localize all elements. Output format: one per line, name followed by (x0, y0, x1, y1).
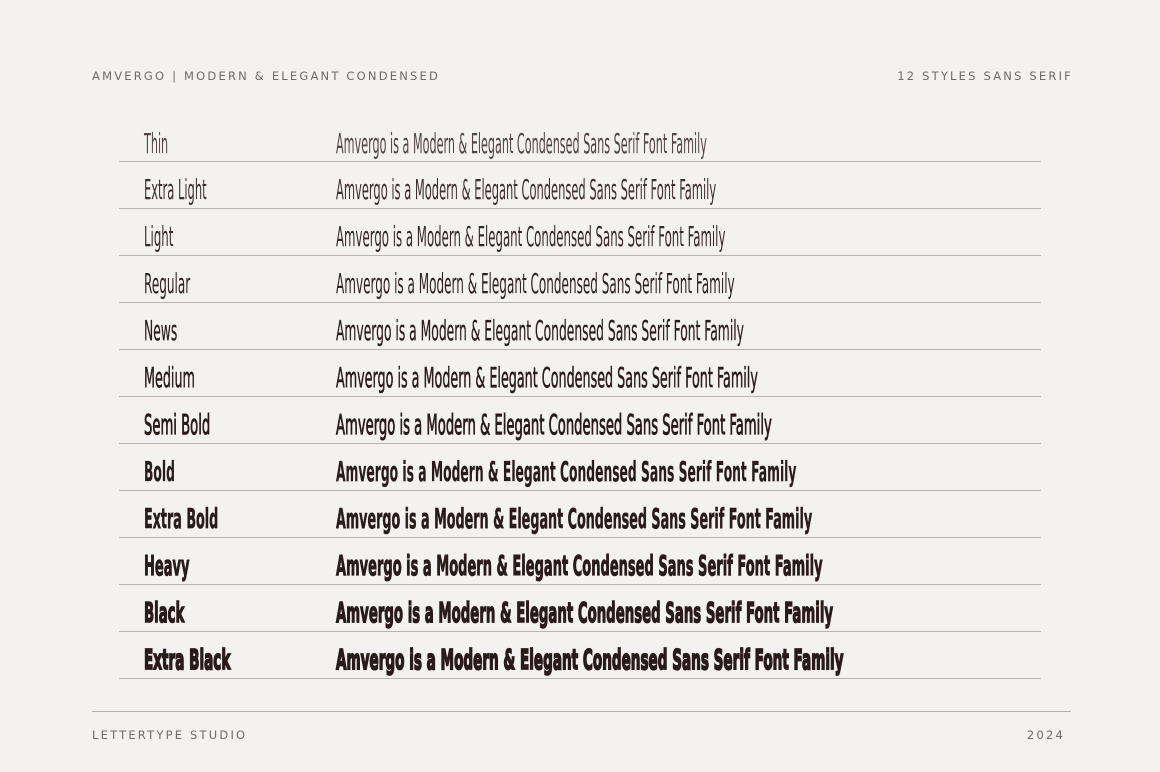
specimen-row-medium (119, 350, 1041, 397)
weight-name: Extra Light (144, 173, 207, 206)
specimen-row-news (119, 303, 1041, 350)
weight-name: Extra Bold (144, 502, 219, 535)
sample-text: Amvergo is a Modern & Elegant Condensed Sans Serif Font Family (336, 361, 758, 394)
sample-text: Amvergo is a Modern & Elegant Condensed Sans Serif Font Family (336, 173, 717, 206)
weight-name: Thin (144, 127, 169, 160)
weight-name: Black (144, 596, 185, 629)
weight-name: Regular (144, 267, 191, 300)
specimen-row-thin (119, 116, 1041, 162)
sample-text: Amvergo is a Modern & Elegant Condensed Sans Serif Font Family (336, 596, 834, 629)
header-title: AMVERGO | MODERN & ELEGANT CONDENSED (92, 69, 441, 83)
sample-text: Amvergo is a Modern & Elegant Condensed Sans Serif Font Family (336, 643, 844, 676)
footer-divider (92, 711, 1071, 712)
specimen-row-semi-bold (119, 397, 1041, 444)
header-style-count: 12 STYLES SANS SERIF (897, 69, 1073, 83)
specimen-row-extra-black (119, 632, 1041, 679)
specimen-row-black (119, 585, 1041, 632)
specimen-row-extra-bold (119, 491, 1041, 538)
sample-text: Amvergo is a Modern & Elegant Condensed Sans Serif Font Family (336, 127, 707, 160)
weight-name: News (144, 314, 178, 347)
sample-text: Amvergo is a Modern & Elegant Condensed Sans Serif Font Family (336, 408, 772, 441)
studio-name: LETTERTYPE STUDIO (92, 728, 248, 742)
sample-text: Amvergo is a Modern & Elegant Condensed Sans Serif Font Family (336, 314, 744, 347)
specimen-row-extra-light (119, 162, 1041, 209)
weight-name: Heavy (144, 549, 190, 582)
specimen-row-heavy (119, 538, 1041, 585)
weight-name: Bold (144, 455, 175, 488)
sample-text: Amvergo is a Modern & Elegant Condensed Sans Serif Font Family (336, 267, 735, 300)
sample-text: Amvergo is a Modern & Elegant Condensed Sans Serif Font Family (336, 455, 797, 488)
weight-name: Medium (144, 361, 195, 394)
weight-specimen-list (119, 116, 1041, 679)
specimen-row-light (119, 209, 1041, 256)
year: 2024 (1026, 728, 1065, 742)
weight-name: Semi Bold (144, 408, 211, 441)
weight-name: Extra Black (144, 643, 231, 676)
specimen-row-bold (119, 444, 1041, 491)
sample-text: Amvergo is a Modern & Elegant Condensed Sans Serif Font Family (336, 502, 813, 535)
weight-name: Light (144, 220, 174, 253)
specimen-row-regular (119, 256, 1041, 303)
sample-text: Amvergo is a Modern & Elegant Condensed Sans Serif Font Family (336, 220, 726, 253)
sample-text: Amvergo is a Modern & Elegant Condensed Sans Serif Font Family (336, 549, 823, 582)
